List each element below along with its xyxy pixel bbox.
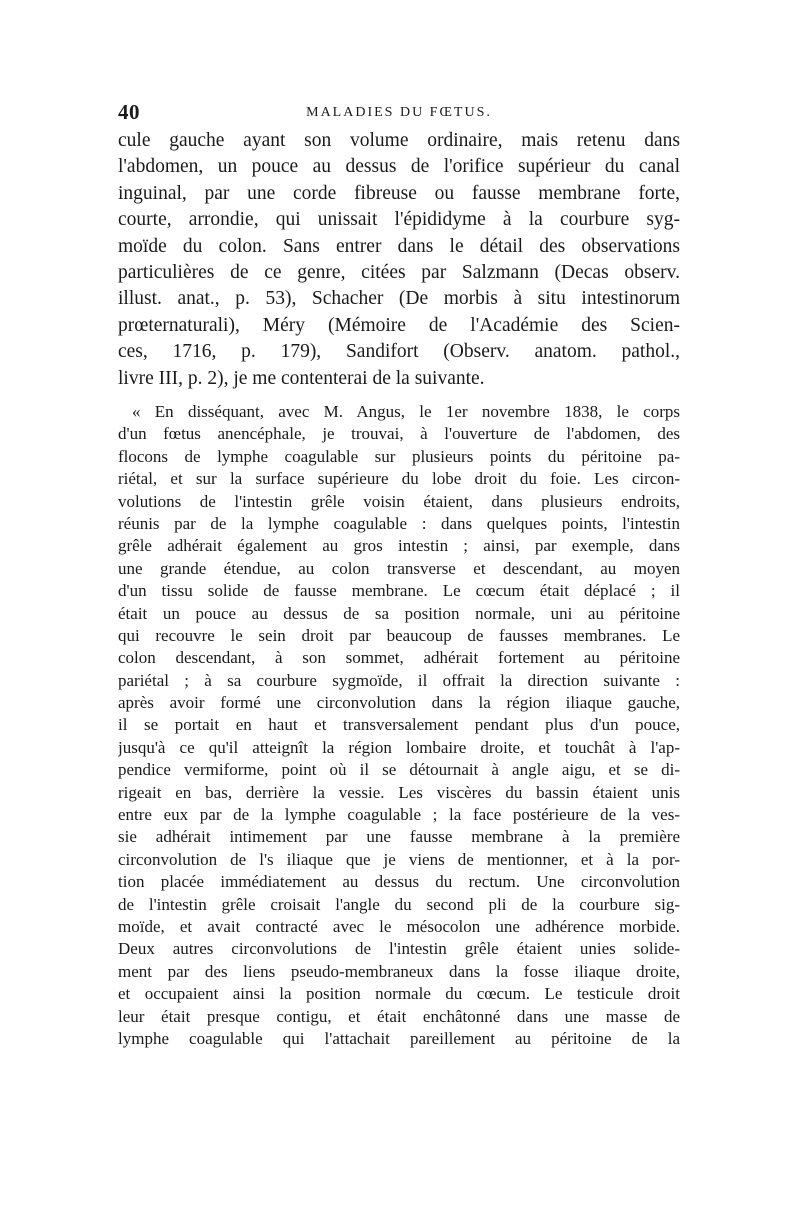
text-line: était un pouce au dessus de sa position normale, uni au péritoine xyxy=(118,603,680,623)
running-head: MALADIES DU FŒTUS. xyxy=(306,105,492,120)
text-line: moïde du colon. Sans entrer dans le détail des observations xyxy=(118,235,680,257)
page-header xyxy=(118,100,680,124)
text-line: prœternaturali), Méry (Mémoire de l'Académie des Scien- xyxy=(118,314,680,336)
text-line: pendice vermiforme, point où il se détournait à angle aigu, et se di- xyxy=(118,760,680,780)
paragraph-2 xyxy=(118,401,680,1050)
text-line: illust. anat., p. 53), Schacher (De morbis à situ intestinorum xyxy=(118,288,680,310)
text-line: riétal, et sur la surface supérieure du lobe droit du foie. Les circon- xyxy=(118,469,680,489)
text-line: réunis par de la lymphe coagulable : dans quelques points, l'intestin xyxy=(118,513,680,533)
text-line: volutions de l'intestin grêle voisin étaient, dans plusieurs endroits, xyxy=(118,491,680,511)
text-line: cule gauche ayant son volume ordinaire, mais retenu dans xyxy=(118,130,680,151)
text-line: livre III, p. 2), je me contenterai de la suivante. xyxy=(118,367,485,389)
text-line: tion placée immédiatement au dessus du rectum. Une circonvolution xyxy=(118,872,680,892)
text-line: l'abdomen, un pouce au dessus de l'orifice supérieur du canal xyxy=(118,156,680,178)
text-line: courte, arrondie, qui unissait l'épididyme à la courbure syg- xyxy=(118,209,680,231)
text-line: pariétal ; à sa courbure sygmoïde, il offrait la direction suivante : xyxy=(118,670,680,690)
paragraph-1 xyxy=(118,128,680,392)
text-line: grêle adhérait également au gros intestin ; ainsi, par exemple, dans xyxy=(118,536,680,556)
text-line: moïde, et avait contracté avec le mésocolon une adhérence morbide. xyxy=(118,916,680,936)
text-line: entre eux par de la lymphe coagulable ; la face postérieure de la ves- xyxy=(118,805,680,825)
text-line: qui recouvre le sein droit par beaucoup de fausses membranes. Le xyxy=(118,625,680,645)
text-line: rigeait en bas, derrière la vessie. Les viscères du bassin étaient unis xyxy=(118,782,680,802)
text-line: ment par des liens pseudo-membraneux dans la fosse iliaque droite, xyxy=(118,961,680,981)
text-line: une grande étendue, au colon transverse et descendant, au moyen xyxy=(118,558,680,578)
text-line: « En disséquant, avec M. Angus, le 1er novembre 1838, le corps xyxy=(132,402,680,421)
text-line: et occupaient ainsi la position normale du cœcum. Le testicule droit xyxy=(118,984,680,1004)
text-line: Deux autres circonvolutions de l'intestin grêle étaient unies solide- xyxy=(118,939,680,959)
text-line: inguinal, par une corde fibreuse ou fausse membrane forte, xyxy=(118,182,680,204)
text-line: jusqu'à ce qu'il atteignît la région lombaire droite, et touchât à l'ap- xyxy=(118,737,680,757)
text-line: sie adhérait intimement par une fausse membrane à la première xyxy=(118,827,680,847)
text-line: particulières de ce genre, citées par Salzmann (Decas observ. xyxy=(118,261,680,283)
text-line: d'un tissu solide de fausse membrane. Le cœcum était déplacé ; il xyxy=(118,581,680,601)
text-line: flocons de lymphe coagulable sur plusieurs points du péritoine pa- xyxy=(118,446,680,466)
text-line: d'un fœtus anencéphale, je trouvai, à l'ouverture de l'abdomen, des xyxy=(118,424,680,444)
page-number: 40 xyxy=(118,100,140,124)
text-line: après avoir formé une circonvolution dans la région iliaque gauche, xyxy=(118,693,680,713)
text-line: lymphe coagulable qui l'attachait pareillement au péritoine de la xyxy=(118,1028,680,1048)
text-line: leur était presque contigu, et était enchâtonné dans une masse de xyxy=(118,1006,680,1026)
text-line: circonvolution de l's iliaque que je viens de mentionner, et à la por- xyxy=(118,849,680,869)
text-line: de l'intestin grêle croisait l'angle du second pli de la courbure sig- xyxy=(118,894,680,914)
text-line: il se portait en haut et transversalement pendant plus d'un pouce, xyxy=(118,715,680,735)
text-line: colon descendant, à son sommet, adhérait fortement au péritoine xyxy=(118,648,680,668)
text-line: ces, 1716, p. 179), Sandifort (Observ. anatom. pathol., xyxy=(118,341,680,363)
